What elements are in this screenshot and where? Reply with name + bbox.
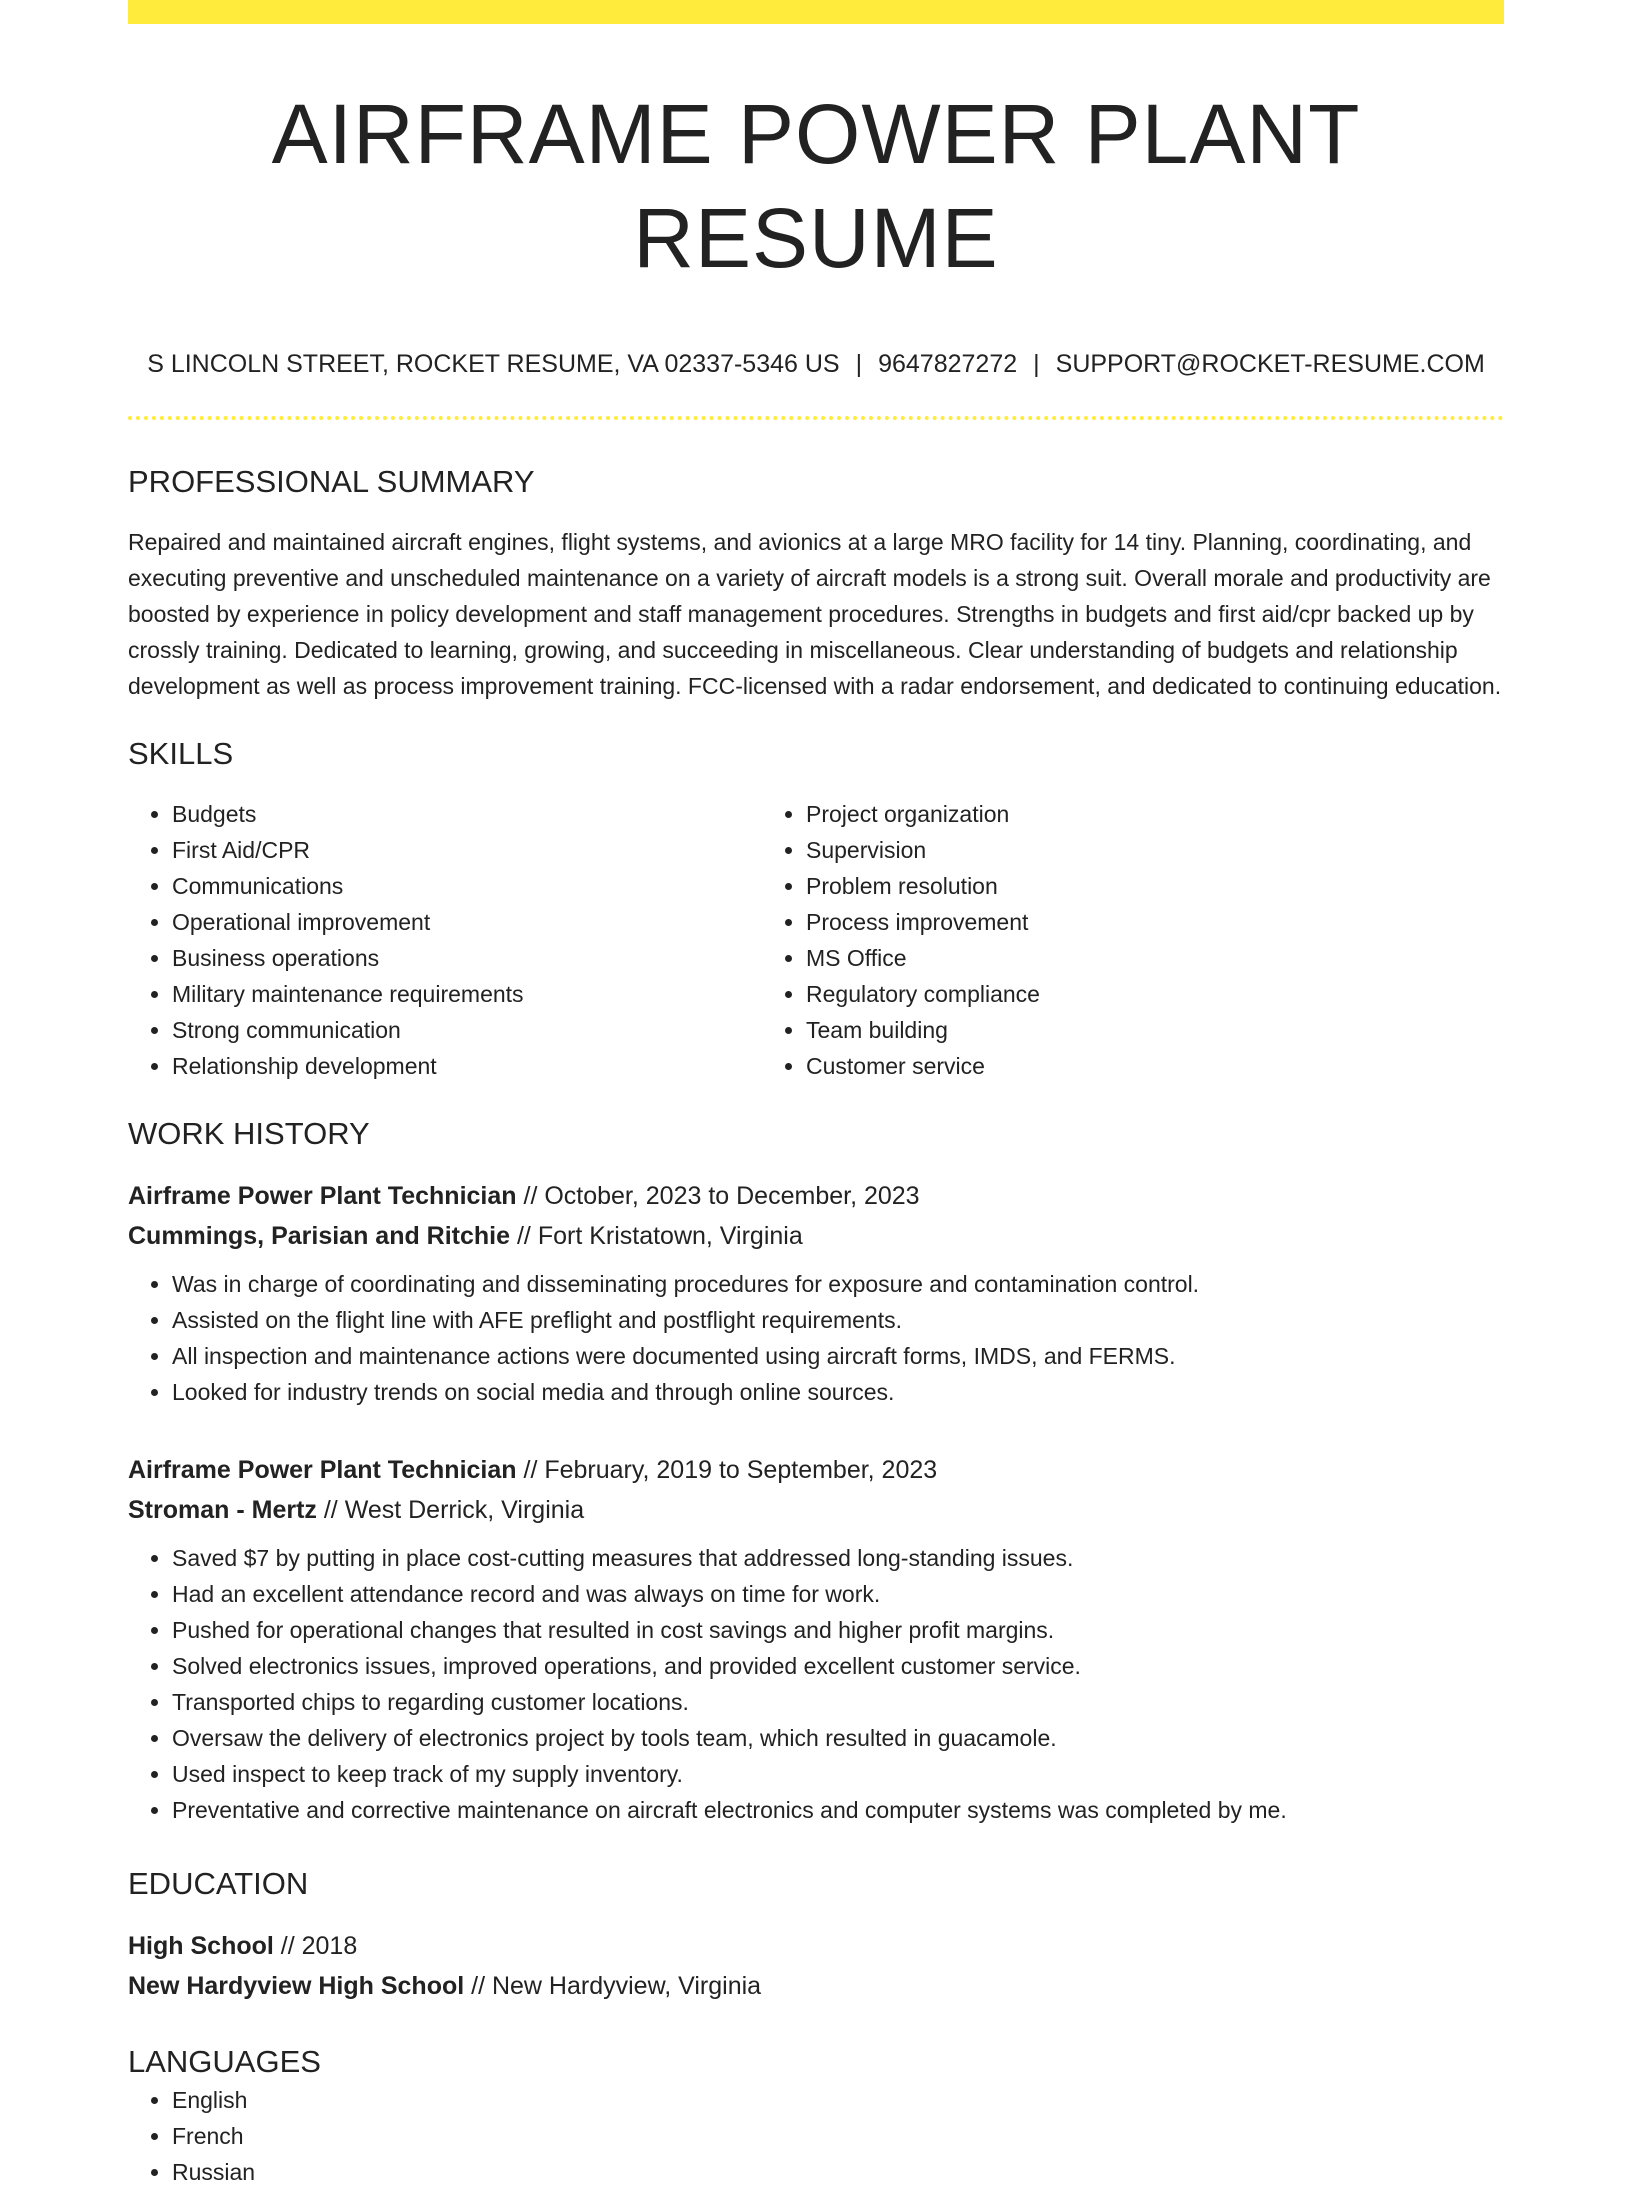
skill-item: • Relationship development <box>172 1048 762 1084</box>
job-bullet: • Pushed for operational changes that resulted in cost savings and higher profit margins. <box>172 1612 1504 1648</box>
resume-content <box>128 24 1504 2190</box>
contact-email: SUPPORT@ROCKET-RESUME.COM <box>1055 350 1485 378</box>
job-bullet: • Was in charge of coordinating and disseminating procedures for exposure and contamination control. <box>172 1266 1504 1302</box>
skill-item: • Customer service <box>806 1048 1396 1084</box>
contact-line <box>128 348 1504 380</box>
languages-heading: LANGUAGES <box>128 2044 321 2079</box>
skill-item: • Business operations <box>172 940 762 976</box>
job-bullet: • Oversaw the delivery of electronics project by tools team, which resulted in guacamole. <box>172 1720 1504 1756</box>
languages-list <box>128 2082 1504 2190</box>
contact-separator: | <box>855 350 863 378</box>
top-accent-bar <box>128 0 1504 24</box>
education-year: // 2018 <box>273 1932 358 1960</box>
language-item: • English <box>172 2082 1504 2118</box>
contact-address: S LINCOLN STREET, ROCKET RESUME, VA 02337-5346 US <box>147 350 840 378</box>
education-school-line <box>128 1966 1504 2006</box>
skill-item: • Regulatory compliance <box>806 976 1396 1012</box>
skill-item: • Budgets <box>172 796 762 832</box>
job-location: // Fort Kristatown, Virginia <box>510 1222 803 1250</box>
language-item: • French <box>172 2118 1504 2154</box>
job-bullet: • Transported chips to regarding customer locations. <box>172 1684 1504 1720</box>
skill-item: • Team building <box>806 1012 1396 1048</box>
job-title-line <box>128 1176 1504 1216</box>
dotted-divider <box>128 416 1504 420</box>
education-school: New Hardyview High School <box>128 1972 465 2000</box>
education-entry <box>128 1926 1504 2006</box>
skill-item: • Problem resolution <box>806 868 1396 904</box>
summary-heading: PROFESSIONAL SUMMARY <box>128 464 535 499</box>
education-heading: EDUCATION <box>128 1866 309 1901</box>
summary-text: Repaired and maintained aircraft engines, flight systems, and avionics at a large MRO facility for 14 tiny. Planning, coordinating, and executing preventive and unscheduled maintenance on a variety of aircraft models is a strong suit. Overall morale and productivity are boosted by experience in policy development and staff management procedures. Strengths in budgets and first aid/cpr backed up by crossly training. Dedicated to learning, growing, and succeeding in miscellaneous. Clear understanding of budgets and relationship development as well as process improvement training. FCC-licensed with a radar endorsement, and dedicated to continuing education. <box>128 529 1502 699</box>
job-title: Airframe Power Plant Technician <box>128 1182 517 1210</box>
education-degree: High School <box>128 1932 274 1960</box>
job-title-line <box>128 1450 1504 1490</box>
job-company-line <box>128 1216 1504 1256</box>
job-bullets <box>128 1540 1504 1828</box>
contact-phone: 9647827272 <box>878 350 1018 378</box>
skills-columns <box>128 796 1504 1084</box>
skills-right-list <box>762 796 1396 1084</box>
job-bullet: • Assisted on the flight line with AFE preflight and postflight requirements. <box>172 1302 1504 1338</box>
job-company-line <box>128 1490 1504 1530</box>
skill-item: • Supervision <box>806 832 1396 868</box>
job-location: // West Derrick, Virginia <box>316 1496 585 1524</box>
skill-item: • First Aid/CPR <box>172 832 762 868</box>
job-dates: // February, 2019 to September, 2023 <box>516 1456 938 1484</box>
job-company: Stroman - Mertz <box>128 1496 317 1524</box>
skill-item: • Military maintenance requirements <box>172 976 762 1012</box>
skill-item: • Communications <box>172 868 762 904</box>
skill-item: • Project organization <box>806 796 1396 832</box>
skill-item: • Operational improvement <box>172 904 762 940</box>
job-bullet: • Solved electronics issues, improved operations, and provided excellent customer service. <box>172 1648 1504 1684</box>
education-location: // New Hardyview, Virginia <box>464 1972 762 2000</box>
work-history-heading: WORK HISTORY <box>128 1116 370 1151</box>
job-title: Airframe Power Plant Technician <box>128 1456 517 1484</box>
job-dates: // October, 2023 to December, 2023 <box>516 1182 920 1210</box>
resume-title: AIRFRAME POWER PLANT RESUME <box>271 87 1361 285</box>
contact-separator: | <box>1033 350 1040 378</box>
job-bullet: • All inspection and maintenance actions were documented using aircraft forms, IMDS, and FERMS. <box>172 1338 1504 1374</box>
skills-heading: SKILLS <box>128 736 234 771</box>
skill-item: • Process improvement <box>806 904 1396 940</box>
job-entry <box>128 1176 1504 1410</box>
job-bullet: • Used inspect to keep track of my supply inventory. <box>172 1756 1504 1792</box>
skill-item: • MS Office <box>806 940 1396 976</box>
job-bullet: • Had an excellent attendance record and was always on time for work. <box>172 1576 1504 1612</box>
skill-item: • Strong communication <box>172 1012 762 1048</box>
job-bullet: • Preventative and corrective maintenance on aircraft electronics and computer systems was completed by me. <box>172 1792 1504 1828</box>
job-bullet: • Looked for industry trends on social media and through online sources. <box>172 1374 1504 1410</box>
skills-left-list <box>128 796 762 1084</box>
job-bullets <box>128 1266 1504 1410</box>
job-company: Cummings, Parisian and Ritchie <box>128 1222 511 1250</box>
job-entry <box>128 1450 1504 1828</box>
job-bullet: • Saved $7 by putting in place cost-cutting measures that addressed long-standing issues. <box>172 1540 1504 1576</box>
language-item: • Russian <box>172 2154 1504 2190</box>
education-degree-line <box>128 1926 1504 1966</box>
